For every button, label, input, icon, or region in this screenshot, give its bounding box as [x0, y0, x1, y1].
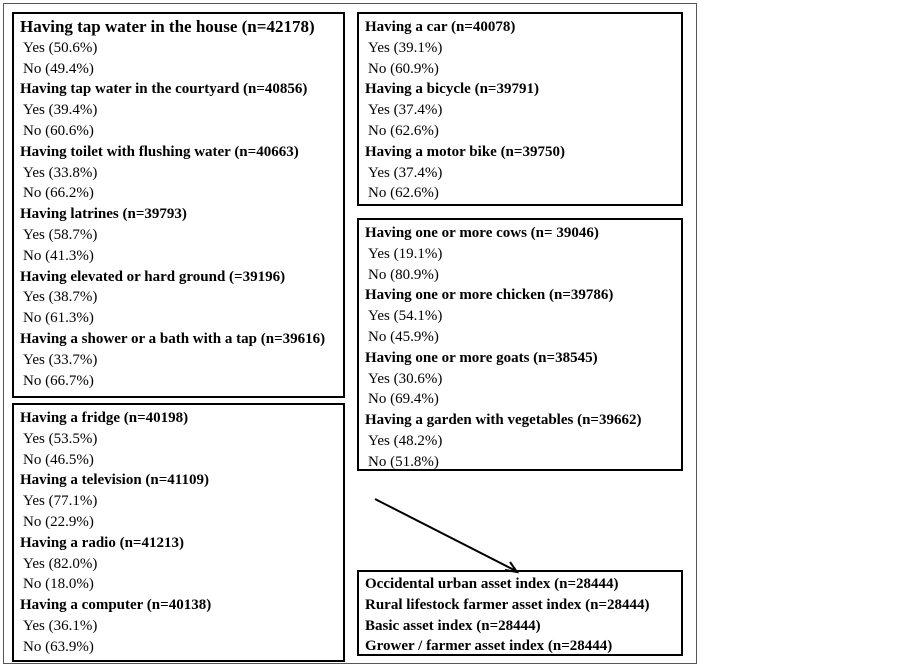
- item-heading: Having tap water in the house (n=42178): [20, 17, 315, 36]
- item-heading: Having one or more goats (n=38545): [365, 349, 598, 366]
- item-heading: Grower / farmer asset index (n=28444): [365, 638, 613, 655]
- item-value: Yes (37.4%): [368, 102, 443, 119]
- item-value: Yes (58.7%): [23, 226, 98, 243]
- item-value: Yes (37.4%): [368, 164, 443, 181]
- item-heading: Having latrines (n=39793): [20, 206, 187, 223]
- item-heading: Having a radio (n=41213): [20, 534, 184, 551]
- item-value: Yes (30.6%): [368, 370, 443, 387]
- item-value: No (61.3%): [23, 310, 94, 327]
- item-heading: Rural lifestock farmer asset index (n=28444): [365, 596, 650, 613]
- item-heading: Having a television (n=41109): [20, 472, 209, 489]
- item-heading: Having one or more chicken (n=39786): [365, 287, 614, 304]
- item-heading: Having a garden with vegetables (n=39662): [365, 412, 642, 429]
- item-value: No (22.9%): [23, 513, 94, 530]
- item-heading: Having tap water in the courtyard (n=40856): [20, 81, 308, 98]
- item-value: Yes (53.5%): [23, 430, 98, 447]
- item-value: No (51.8%): [368, 453, 439, 470]
- item-value: Yes (38.7%): [23, 289, 98, 306]
- item-value: No (62.6%): [368, 185, 439, 202]
- item-value: Yes (39.4%): [23, 102, 98, 119]
- item-value: No (18.0%): [23, 576, 94, 593]
- item-heading: Having a computer (n=40138): [20, 597, 212, 614]
- item-value: No (80.9%): [368, 266, 439, 283]
- item-value: Yes (33.7%): [23, 351, 98, 368]
- item-heading: Basic asset index (n=28444): [365, 617, 541, 634]
- item-value: No (63.9%): [23, 638, 94, 655]
- item-heading: Having toilet with flushing water (n=40663): [20, 143, 299, 160]
- item-heading: Having a shower or a bath with a tap (n=39616): [20, 330, 326, 347]
- item-value: No (45.9%): [368, 328, 439, 345]
- item-heading: Occidental urban asset index (n=28444): [365, 576, 619, 592]
- item-value: No (49.4%): [23, 60, 94, 77]
- item-heading: Having a fridge (n=40198): [20, 410, 189, 426]
- item-value: No (46.5%): [23, 451, 94, 468]
- item-heading: Having one or more cows (n= 39046): [365, 225, 599, 241]
- item-value: No (41.3%): [23, 247, 94, 264]
- item-value: No (69.4%): [368, 391, 439, 408]
- item-value: Yes (54.1%): [368, 308, 443, 325]
- item-heading: Having a car (n=40078): [365, 19, 516, 35]
- item-value: Yes (19.1%): [368, 245, 443, 262]
- item-heading: Having a bicycle (n=39791): [365, 81, 539, 98]
- item-value: No (62.6%): [368, 122, 439, 139]
- item-value: No (66.2%): [23, 185, 94, 202]
- item-heading: Having elevated or hard ground (=39196): [20, 268, 286, 285]
- item-value: No (66.7%): [23, 372, 94, 389]
- item-heading: Having a motor bike (n=39750): [365, 143, 565, 160]
- item-value: Yes (50.6%): [23, 39, 98, 56]
- item-value: Yes (39.1%): [368, 39, 443, 56]
- item-value: Yes (82.0%): [23, 555, 98, 572]
- item-value: No (60.6%): [23, 122, 94, 139]
- item-value: Yes (33.8%): [23, 164, 98, 181]
- item-value: Yes (36.1%): [23, 617, 98, 634]
- item-value: Yes (48.2%): [368, 432, 443, 449]
- item-value: No (60.9%): [368, 60, 439, 77]
- item-value: Yes (77.1%): [23, 493, 98, 510]
